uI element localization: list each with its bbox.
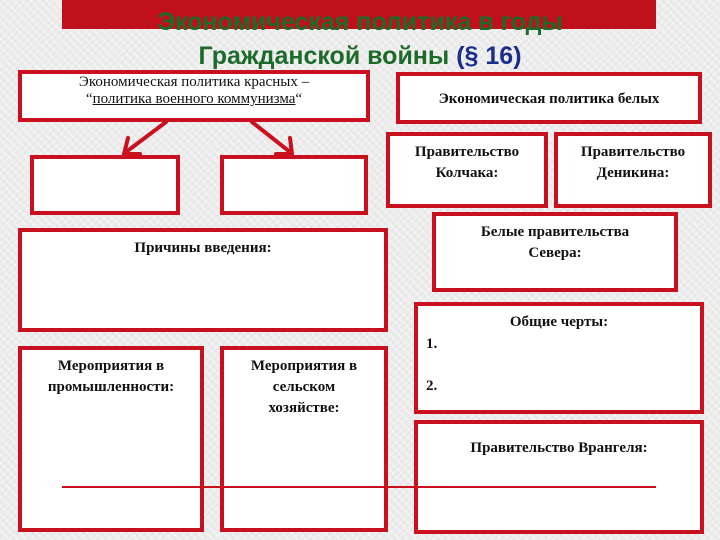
kolchak-box xyxy=(386,132,548,208)
kolchak-line1: Правительство xyxy=(414,144,520,160)
common-item-2: 2. xyxy=(426,378,438,394)
wrangel-label: Правительство Врангеля: xyxy=(470,440,648,456)
arrow-left xyxy=(124,122,166,154)
denikin-line2: Деникина: xyxy=(596,165,670,181)
reasons-label: Причины введения: xyxy=(134,240,272,256)
reasons-box xyxy=(18,228,388,332)
north-line1: Белые правительства xyxy=(480,224,630,240)
denikin-line1: Правительство xyxy=(580,144,686,160)
common-item-1: 1. xyxy=(426,336,438,352)
empty-box-left xyxy=(30,155,180,215)
page-title-line1: Экономическая политика в годы xyxy=(157,8,563,36)
whites-policy-box xyxy=(396,72,702,124)
north-line2: Севера: xyxy=(528,245,582,261)
common-features-box xyxy=(414,302,704,414)
whites-policy-label: Экономическая политика белых xyxy=(438,91,660,107)
denikin-box xyxy=(554,132,712,208)
wrangel-box xyxy=(414,420,704,534)
empty-box-right xyxy=(220,155,368,215)
kolchak-line2: Колчака: xyxy=(435,165,499,181)
agri-label-line2: сельском xyxy=(272,379,336,395)
agri-label-line1: Мероприятия в xyxy=(250,358,358,374)
reds-policy-line1: Экономическая политика красных – xyxy=(78,74,310,90)
agri-label-line3: хозяйстве: xyxy=(268,400,340,416)
title-main: Гражданской войны xyxy=(198,42,450,70)
arrow-right xyxy=(252,122,292,154)
common-features-label: Общие черты: xyxy=(509,314,609,330)
industry-measures-box xyxy=(18,346,204,532)
industry-label-line1: Мероприятия в xyxy=(57,358,165,374)
reds-policy-line2: “политика военного коммунизма“ xyxy=(85,91,303,107)
industry-label-line2: промышленности: xyxy=(47,379,175,395)
agriculture-measures-box xyxy=(220,346,388,532)
title-section: (§ 16) xyxy=(456,42,522,70)
north-governments-box xyxy=(432,212,678,292)
bottom-rule xyxy=(62,486,656,488)
war-communism-term: политика военного коммунизма xyxy=(92,91,296,107)
